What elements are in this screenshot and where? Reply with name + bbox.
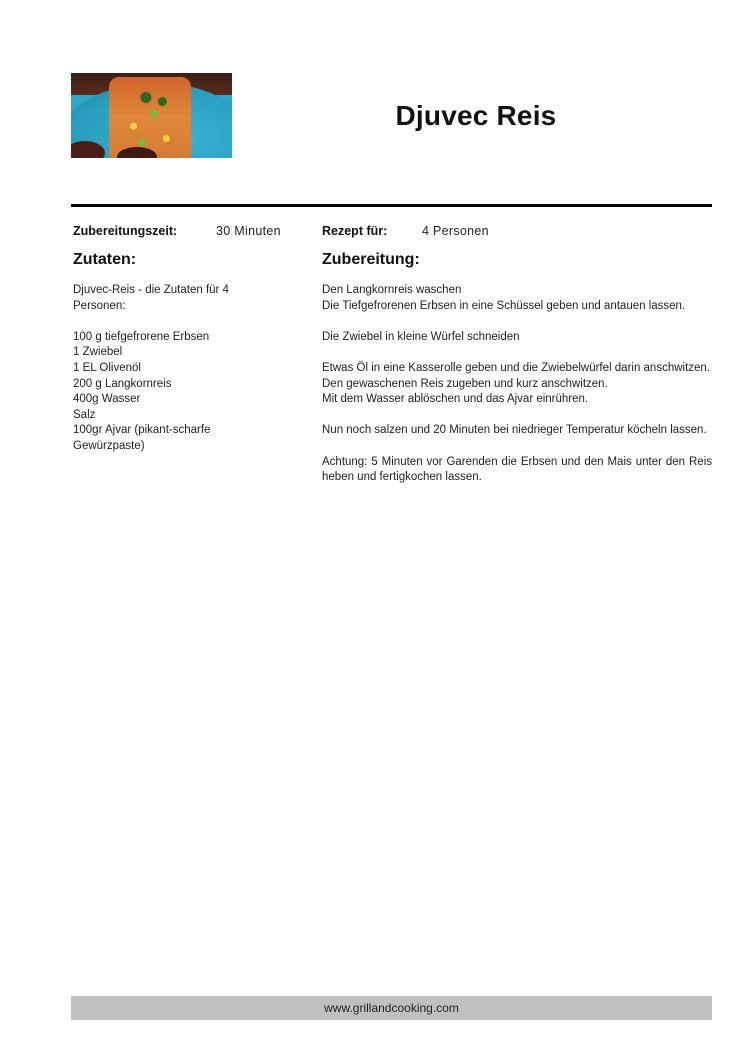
- header-divider: [71, 204, 712, 207]
- footer-bar: [71, 996, 712, 1020]
- ingredient-item: 200 g Langkornreis: [73, 377, 172, 390]
- ingredient-item: 1 Zwiebel: [73, 346, 123, 359]
- servings-value: 4 Personen: [422, 224, 489, 238]
- step-line: Achtung: 5 Minuten vor Garenden die Erbsen und den Mais unter den Reis heben und fertigkochen lassen.: [322, 455, 712, 484]
- ingredient-item: 1 EL Olivenöl: [73, 361, 141, 374]
- ingredient-item: 100 g tiefgefrorene Erbsen: [73, 330, 210, 343]
- ingredient-item: 400g Wasser: [73, 393, 141, 406]
- ingredient-item: Salz: [73, 408, 96, 421]
- preparation-steps: [322, 283, 712, 486]
- preparation-heading: Zubereitung:: [322, 251, 420, 268]
- step-line: Den gewaschenen Reis zugeben und kurz anschwitzen.: [322, 377, 608, 390]
- step-line: Den Langkornreis waschen: [322, 284, 462, 296]
- servings-label: Rezept für:: [322, 224, 388, 238]
- ingredients-intro: Djuvec-Reis - die Zutaten für 4: [73, 284, 229, 296]
- step-line: Mit dem Wasser ablöschen und das Ajvar einrühren.: [322, 393, 589, 406]
- step-line: Nun noch salzen und 20 Minuten bei niedrieger Temperatur köcheln lassen.: [322, 424, 707, 437]
- ingredients-list: [73, 283, 273, 455]
- recipe-title: Djuvec Reis: [395, 100, 557, 131]
- ingredients-intro: Personen:: [73, 299, 126, 312]
- ingredient-item: Gewürzpaste): [73, 439, 145, 452]
- step-line: Etwas Öl in eine Kasserolle geben und die Zwiebelwürfel darin anschwitzen.: [322, 361, 711, 374]
- step-line: Die Tiefgefrorenen Erbsen in eine Schüssel geben und antauen lassen.: [322, 299, 686, 312]
- ingredient-item: 100gr Ajvar (pikant-scharfe: [73, 424, 211, 437]
- step-line: Die Zwiebel in kleine Würfel schneiden: [322, 330, 520, 343]
- footer-url[interactable]: www.grillandcooking.com: [324, 1001, 459, 1015]
- recipe-photo: [71, 73, 232, 158]
- prep-time-label: Zubereitungszeit:: [73, 224, 178, 238]
- ingredients-heading: Zutaten:: [73, 251, 137, 268]
- photo-rice: [109, 77, 191, 158]
- prep-time-value: 30 Minuten: [216, 224, 281, 238]
